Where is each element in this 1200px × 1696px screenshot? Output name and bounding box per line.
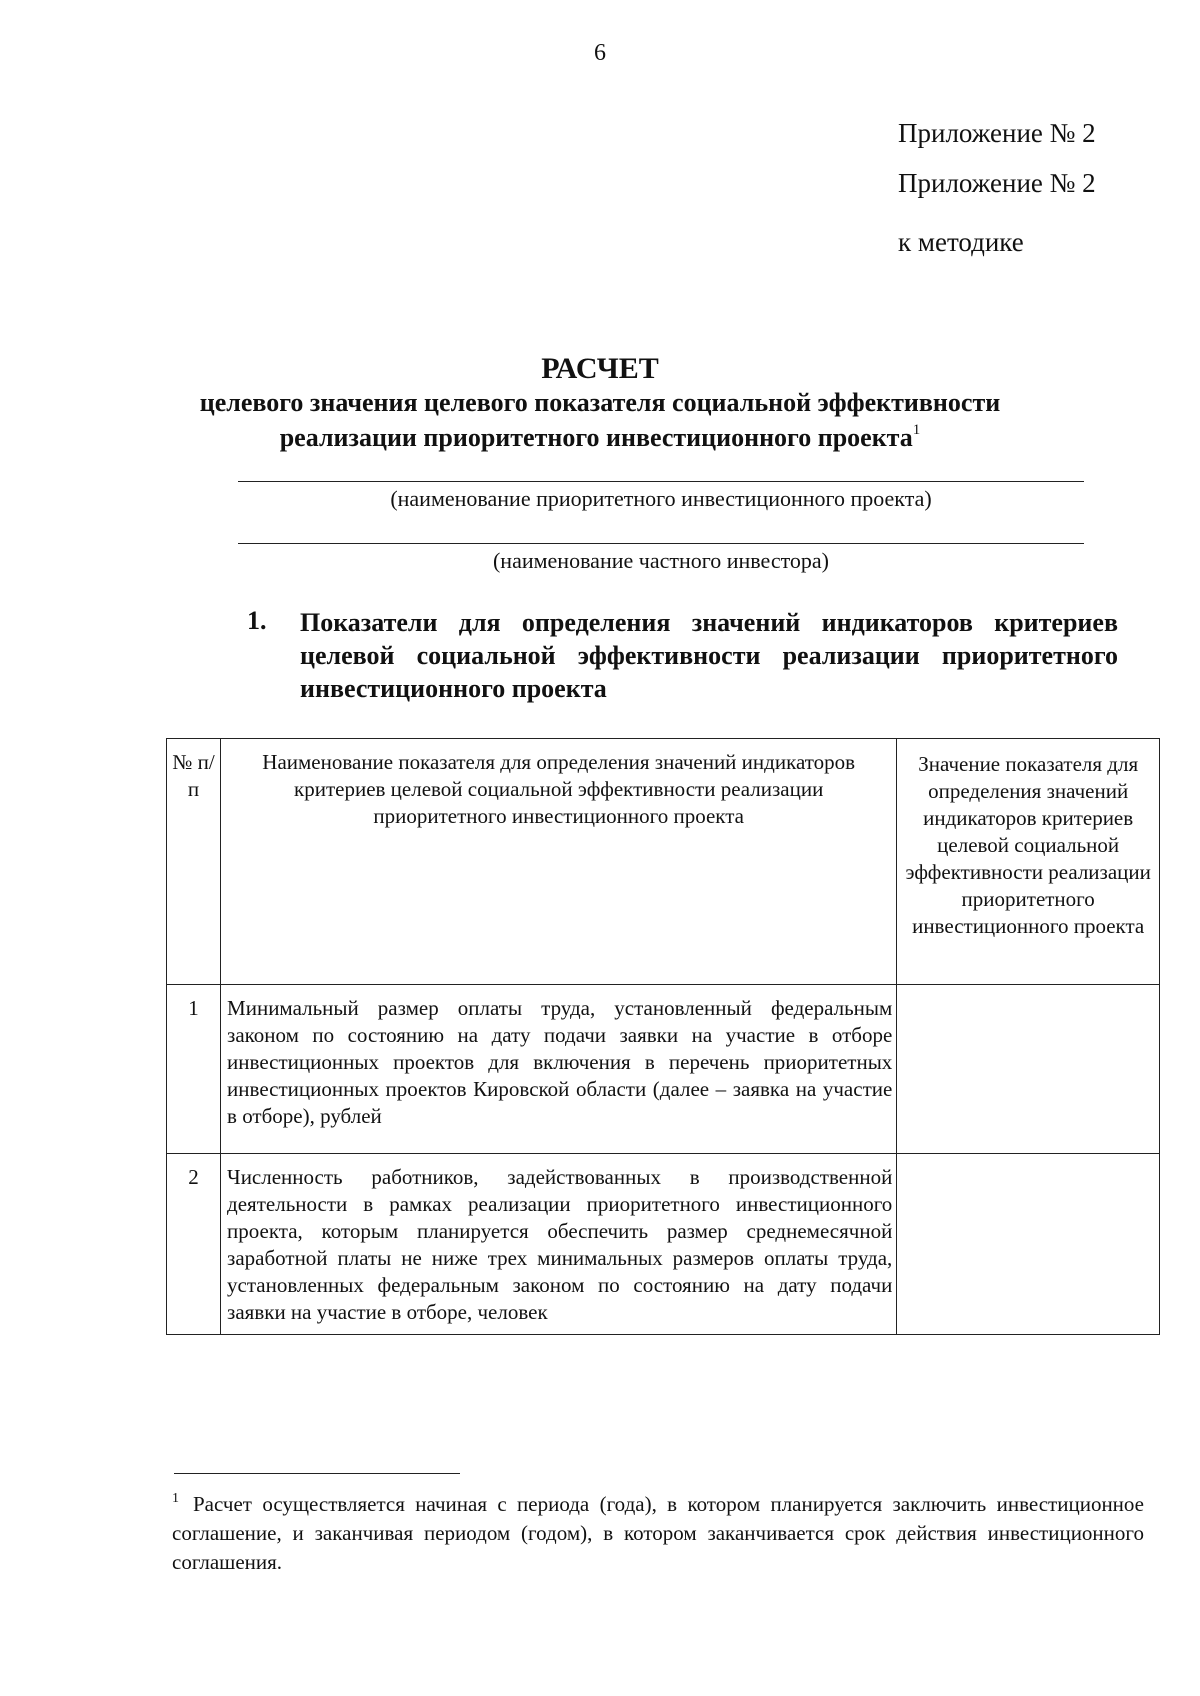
appendix-label-1: Приложение № 2 xyxy=(898,118,1096,148)
footnote-mark: 1 xyxy=(172,1491,179,1506)
document-subtitle-line-1: целевого значения целевого показателя социальной эффективности xyxy=(199,388,1001,417)
table-header-row xyxy=(167,739,1160,985)
project-name-line xyxy=(238,481,1084,482)
section-number: 1. xyxy=(247,606,267,635)
document-subtitle-line-2 xyxy=(0,422,1200,453)
header-indicator-name: Наименование показателя для определения значений индикаторов критериев целевой социальной эффективности реализации приоритетного инвестиционного проекта xyxy=(221,739,897,985)
project-name-caption: (наименование приоритетного инвестиционного проекта) xyxy=(390,486,932,511)
document-title: РАСЧЕТ xyxy=(541,352,659,385)
row-indicator-name: Минимальный размер оплаты труда, установленный федеральным законом по состоянию на дату подачи заявки на участие в отборе инвестиционных проектов для включения в перечень приоритетных инвестиционных проектов Кировской области (далее – заявка на участие в отборе), рублей xyxy=(221,985,897,1154)
table-row xyxy=(167,985,1160,1154)
page-number: 6 xyxy=(594,40,606,66)
row-num: 2 xyxy=(167,1154,221,1335)
footnote-reference: 1 xyxy=(912,422,921,438)
investor-name-line xyxy=(238,543,1084,544)
appendix-label-2: Приложение № 2 xyxy=(898,168,1096,198)
row-indicator-value xyxy=(897,985,1160,1154)
indicators-table xyxy=(166,738,1160,1335)
section-title: Показатели для определения значений индикаторов критериев целевой социальной эффективности реализации приоритетного инвестиционного проекта xyxy=(300,608,1118,703)
investor-name-caption: (наименование частного инвестора) xyxy=(492,548,830,573)
row-indicator-name: Численность работников, задействованных в производственной деятельности в рамках реализации приоритетного инвестиционного проекта, которым планируется обеспечить размер среднемесячной заработной платы не ниже трех минимальных размеров оплаты труда, установленных федеральным законом по состоянию на дату подачи заявки на участие в отборе, человек xyxy=(221,1154,897,1335)
table-row xyxy=(167,1154,1160,1335)
footnote-separator xyxy=(174,1473,460,1474)
row-indicator-value xyxy=(897,1154,1160,1335)
footnote-text: Расчет осуществляется начиная с периода (года), в котором планируется заключить инвестиционное соглашение, и заканчивая периодом (годом), в котором заканчивается срок действия инвестиционного соглашения. xyxy=(172,1492,1144,1574)
footnote xyxy=(172,1484,1144,1577)
header-indicator-value: Значение показателя для определения значений индикаторов критериев целевой социальной эффективности реализации приоритетного инвестиционного проекта xyxy=(897,739,1160,985)
header-num: № п/п xyxy=(167,739,221,985)
row-num: 1 xyxy=(167,985,221,1154)
subtitle-text: реализации приоритетного инвестиционного проекта xyxy=(279,423,913,452)
appendix-methodology-label: к методике xyxy=(898,227,1024,257)
